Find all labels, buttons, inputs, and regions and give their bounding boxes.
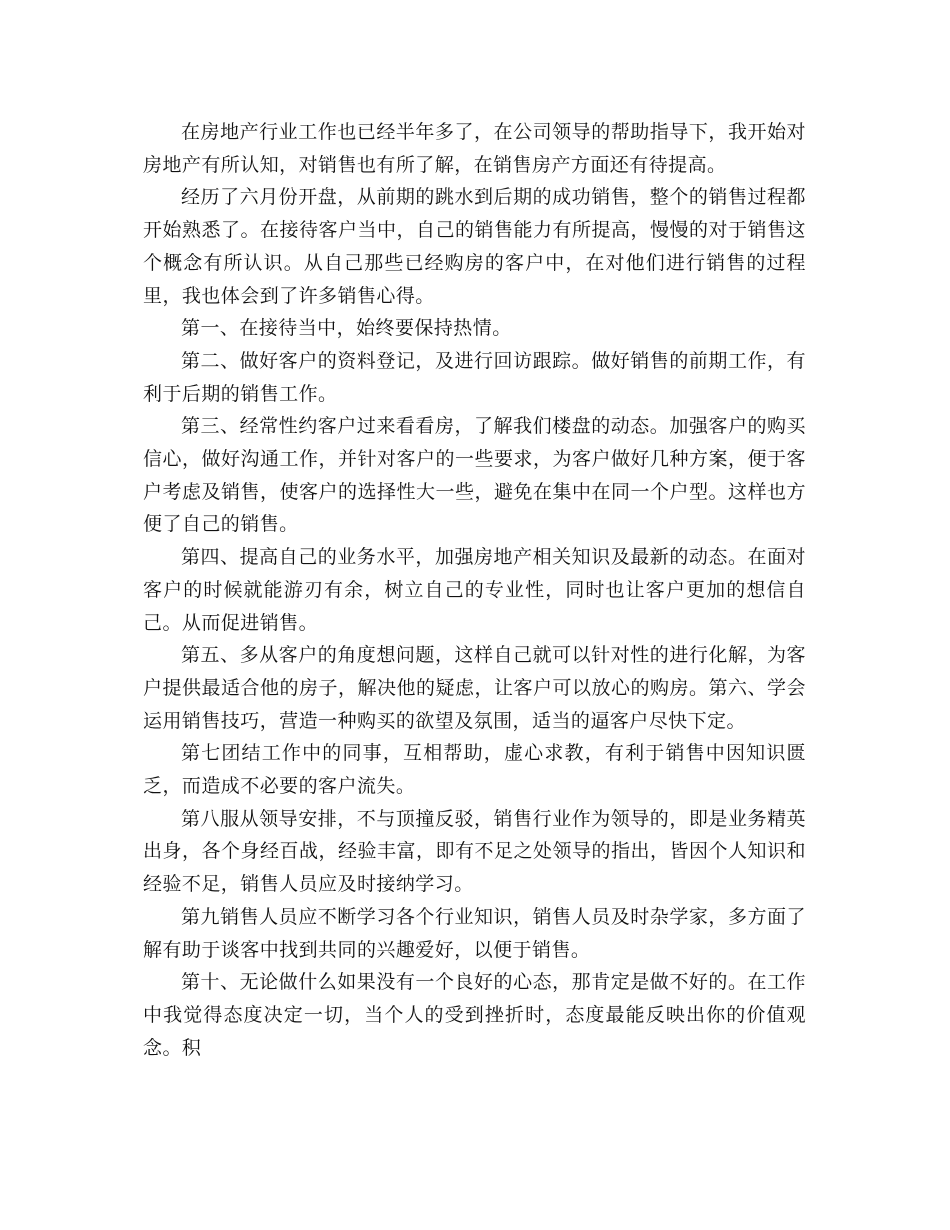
paragraph-point-8: 第八服从领导安排，不与顶撞反驳，销售行业作为领导的，即是业务精英出身，各个身经百战，经验丰富，即有不足之处领导的指出，皆因个人知识和经验不足，销售人员应及时接纳学习。 — [143, 807, 806, 896]
paragraph-intro: 在房地产行业工作也已经半年多了，在公司领导的帮助指导下，我开始对房地产有所认知，对销售也有所了解，在销售房产方面还有待提高。 — [143, 121, 806, 176]
paragraph-point-5-6: 第五、多从客户的角度想问题，这样自己就可以针对性的进行化解，为客户提供最适合他的房子，解决他的疑虑，让客户可以放心的购房。第六、学会运用销售技巧，营造一种购买的欲望及氛围，适当的逼客户尽快下定。 — [143, 644, 806, 732]
paragraph-point-4: 第四、提高自己的业务水平，加强房地产相关知识及最新的动态。在面对客户的时候就能游刃有余，树立自己的专业性，同时也让客户更加的想信自己。从而促进销售。 — [143, 546, 806, 634]
paragraph-point-9: 第九销售人员应不断学习各个行业知识，销售人员及时杂学家，多方面了解有助于谈客中找到共同的兴趣爱好，以便于销售。 — [143, 905, 806, 961]
paragraph-experience: 经历了六月份开盘，从前期的跳水到后期的成功销售，整个的销售过程都开始熟悉了。在接待客户当中，自己的销售能力有所提高，慢慢的对于销售这个概念有所认识。从自己那些已经购房的客户中，在对他们进行销售的过程里，我也体会到了许多销售心得。 — [143, 186, 806, 307]
paragraph-point-10: 第十、无论做什么如果没有一个良好的心态，那肯定是做不好的。在工作中我觉得态度决定一切，当个人的受到挫折时，态度最能反映出你的价值观念。积 — [143, 971, 806, 1059]
document-body — [143, 116, 806, 1064]
paragraph-point-2: 第二、做好客户的资料登记，及进行回访跟踪。做好销售的前期工作，有利于后期的销售工作。 — [143, 349, 806, 405]
paragraph-point-7: 第七团结工作中的同事，互相帮助，虚心求教，有利于销售中因知识匮乏，而造成不必要的客户流失。 — [143, 742, 806, 798]
paragraph-point-1: 第一、在接待当中，始终要保持热情。 — [181, 317, 512, 340]
paragraph-point-3: 第三、经常性约客户过来看看房，了解我们楼盘的动态。加强客户的购买信心，做好沟通工作，并针对客户的一些要求，为客户做好几种方案，便于客户考虑及销售，使客户的选择性大一些，避免在集中在同一个户型。这样也方便了自己的销售。 — [143, 415, 806, 536]
